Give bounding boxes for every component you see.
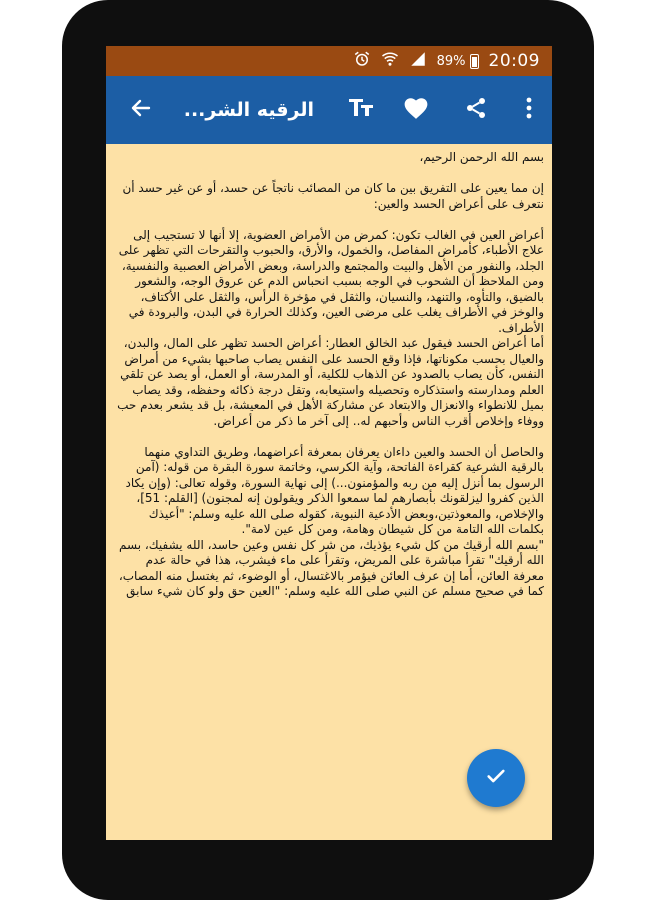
back-button[interactable] bbox=[106, 76, 176, 144]
text-size-icon bbox=[348, 96, 374, 124]
signal-icon bbox=[409, 50, 427, 72]
battery-percent: 89% bbox=[436, 53, 466, 69]
heart-icon bbox=[403, 96, 429, 124]
alarm-icon bbox=[353, 50, 371, 72]
more-options-button[interactable] bbox=[506, 76, 552, 144]
text-size-button[interactable] bbox=[336, 76, 386, 144]
favorite-button[interactable] bbox=[386, 76, 446, 144]
battery-status bbox=[437, 54, 479, 69]
back-arrow-icon bbox=[129, 96, 153, 124]
app-screen bbox=[106, 46, 552, 840]
clock: 20:09 bbox=[488, 51, 540, 71]
app-bar bbox=[106, 76, 552, 144]
check-icon bbox=[485, 765, 507, 791]
wifi-icon bbox=[381, 50, 399, 72]
more-vert-icon bbox=[525, 97, 533, 123]
page-title: الرقيه الشر... bbox=[183, 99, 314, 121]
share-button[interactable] bbox=[446, 76, 506, 144]
article-text: بسم الله الرحمن الرحيم، إن مما يعين على التفريق بين ما كان من المصائب ناتجاً عن حسد، أو عن غير حسد أن نتعرف على أعراض الحسد والعين: أعراض العين في الغالب تكون: كمرض من الأمراض العضوية، إلا أنها لا تستجيب إلى علاج الأطباء، كأمراض المفاصل، والخمول، والأرق، والحبوب والتقرحات التي تظهر على الجلد، والنفور من الأهل والبيت والمجتمع والدراسة، وبعض الأمراض العصبية والنفسية، ومن الملاحظ أن الشحوب في الوجه بسبب انحباس الدم عن عروق الوجه، والشعور بالضيق، والتأوه، والتنهد، والنسيان، والثقل في مؤخرة الرأس، والثقل على الأكتاف، والوخز في الأطراف يغلب على مرضى العين، وكذلك الحرارة في البدن، والبرودة في الأطراف. أما أعراض الحسد فيقول عبد الخالق العطار: أعراض الحسد تظهر على المال، والبدن، والعيال بحسب مكوناتها، فإذا وقع الحسد على النفس يصاب صاحبها بشيء من أمراض النفس، كأن يصاب بالصدود عن الذهاب للكلية، أو المدرسة، أو العمل، أو يصد عن تلقي العلم ومدارسته واستذكاره وتحصيله واستيعابه، وتقل درجة ذكائه وحفظه، وقد يصاب بميل للانطواء والانعزال والابتعاد عن مشاركة الأهل في المعيشة، بل قد يشعر بعدم حب ووفاء وإخلاص أقرب الناس وأحبهم له.. إلى آخر ما ذكر من أعراض. والحاصل أن الحسد والعين داءان يعرفان بمعرفة أعراضهما، وطريق التداوي منهما بالرقية الشرعية كقراءة الفاتحة، وآية الكرسي، وخاتمة سورة البقرة من قوله: (آمن الرسول بما أنزل إليه من ربه والمؤمنون...) إلى نهاية السورة، وقوله تعالى: (وإن يكاد الذين كفروا ليزلقونك بأبصارهم لما سمعوا الذكر ويقولون إنه لمجنون) [القلم: 51]، والإخلاص، والمعوذتين،وبعض الأدعية النبوية، كقوله صلى الله عليه وسلم: "أعيذك بكلمات الله التامة من كل شيطان وهامة، ومن كل عين لامة". "بسم الله أرقيك من كل شيء يؤذيك، من شر كل نفس وعين حاسد، الله يشفيك، بسم الله أرقيك" تقرأ مباشرة على المريض، وتقرأ على ماء فيشرب، هذا في حالة عدم معرفة العائن، أما إن عرف العائن فيؤمر بالاغتسال، أو الوضوء، ثم يغتسل منه المصاب، كما في صحيح مسلم عن النبي صلى الله عليه وسلم: "العين حق ولو كان شيء سابق bbox=[117, 150, 544, 598]
battery-icon bbox=[470, 54, 479, 69]
status-bar bbox=[106, 46, 552, 76]
share-icon bbox=[464, 96, 488, 124]
done-fab-button[interactable] bbox=[467, 749, 525, 807]
